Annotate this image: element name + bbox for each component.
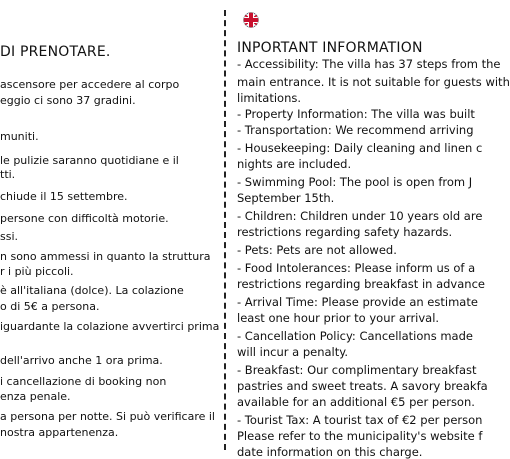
italian-line: o di 5€ a persona. xyxy=(0,300,100,313)
italian-line: n sono ammessi in quanto la struttura xyxy=(0,250,211,263)
italian-line: i cancellazione di booking non xyxy=(0,375,167,388)
italian-line: le pulizie saranno quotidiane e il xyxy=(0,154,179,167)
column-divider xyxy=(224,10,226,450)
english-line: September 15th. xyxy=(237,191,335,205)
italian-line: ssi. xyxy=(0,230,19,243)
english-line: - Cancellation Policy: Cancellations made xyxy=(237,329,473,343)
english-line: date information on this charge. xyxy=(237,445,423,459)
english-line: available for an additional €5 per person. xyxy=(237,395,475,409)
english-line: - Accessibility: The villa has 37 steps from the xyxy=(237,57,501,71)
italian-heading: DI PRENOTARE. xyxy=(0,44,111,60)
italian-line: chiude il 15 settembre. xyxy=(0,190,128,203)
italian-line: ascensore per accedere al corpo xyxy=(0,78,180,91)
italian-line: nostra appartenenza. xyxy=(0,426,119,439)
english-line: main entrance. It is not suitable for guests with xyxy=(237,75,510,89)
italian-line: r i più piccoli. xyxy=(0,265,74,278)
english-line: least one hour prior to your arrival. xyxy=(237,311,440,325)
english-line: - Food Intolerances: Please inform us of a xyxy=(237,261,476,275)
english-line: pastries and sweet treats. A savory breakfa xyxy=(237,379,488,393)
italian-line: iguardante la colazione avvertirci prima xyxy=(0,320,220,333)
italian-line: muniti. xyxy=(0,130,39,143)
english-line: nights are included. xyxy=(237,157,352,171)
english-line: Please refer to the municipality's website f xyxy=(237,429,483,443)
italian-line: eggio ci sono 37 gradini. xyxy=(0,94,136,107)
italian-line: enza penale. xyxy=(0,390,71,403)
english-line: limitations. xyxy=(237,91,302,105)
english-line: restrictions regarding breakfast in advance xyxy=(237,277,485,291)
italian-line: è all'italiana (dolce). La colazione xyxy=(0,284,184,297)
english-line: - Arrival Time: Please provide an estimate xyxy=(237,295,478,309)
italian-column xyxy=(0,0,222,450)
italian-line: persone con difficoltà motorie. xyxy=(0,212,169,225)
english-line: - Pets: Pets are not allowed. xyxy=(237,243,397,257)
italian-line: a persona per notte. Si può verificare il xyxy=(0,410,215,423)
english-line: - Tourist Tax: A tourist tax of €2 per person xyxy=(237,413,483,427)
english-line: will incur a penalty. xyxy=(237,345,349,359)
uk-flag-icon xyxy=(236,8,266,32)
english-line: - Transportation: We recommend arriving xyxy=(237,123,474,137)
english-line: - Housekeeping: Daily cleaning and linen c xyxy=(237,141,483,155)
english-line: - Breakfast: Our complimentary breakfast xyxy=(237,363,477,377)
english-line: - Swimming Pool: The pool is open from J xyxy=(237,175,473,189)
english-line: - Property Information: The villa was built xyxy=(237,107,475,121)
english-heading: INPORTANT INFORMATION xyxy=(237,40,423,56)
italian-line: dell'arrivo anche 1 ora prima. xyxy=(0,354,163,367)
english-line: restrictions regarding safety hazards. xyxy=(237,225,453,239)
english-column xyxy=(232,0,510,459)
english-line: - Children: Children under 10 years old are xyxy=(237,209,483,223)
italian-line: tti. xyxy=(0,168,16,181)
